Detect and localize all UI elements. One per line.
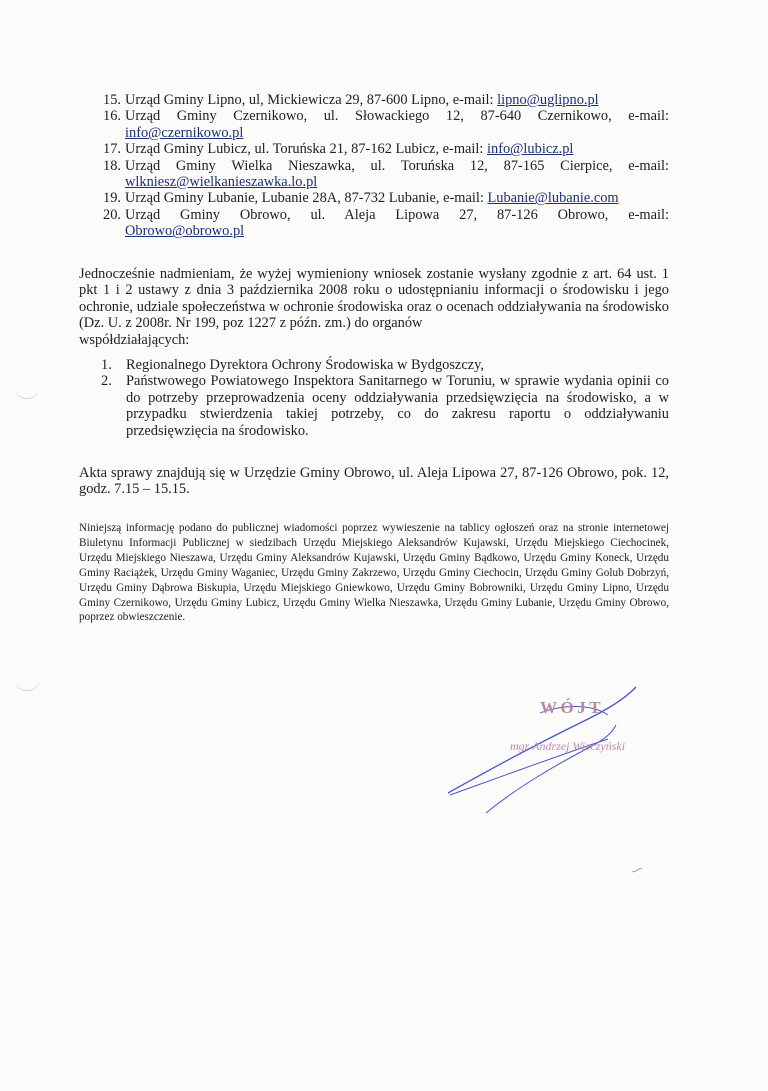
item-text: Regionalnego Dyrektora Ochrony Środowiska w Bydgoszczy,: [126, 357, 484, 373]
item-text: Urząd Gminy Lubanie, Lubanie 28A, 87-732 Lubanie, e-mail:: [125, 190, 488, 207]
item-number: 20.: [103, 206, 121, 223]
main-paragraph-body: Jednocześnie nadmieniam, że wyżej wymieniony wniosek zostanie wysłany zgodnie z art. 64 ust. 1 pkt 1 i 2 ustawy z dnia 3 października 2008 roku o udostępnianiu informacji o środowisku i jego ochronie, udziale społeczeństwa w ochronie środowiska oraz o ocenach oddziaływania na środowisko (Dz. U. z 2008r. Nr 199, poz 1227 z późn. zm.) do organów: [79, 266, 669, 332]
item-number: 15.: [103, 92, 121, 108]
punch-hole-mark: [14, 384, 40, 399]
item-number: 19.: [103, 190, 121, 207]
item-text: Urząd Gminy Lubicz, ul. Toruńska 21, 87-162 Lubicz, e-mail:: [125, 141, 487, 158]
agency-list: [103, 92, 669, 240]
list-item: [103, 190, 669, 206]
stamp-signer-name: mgr Andrzej Wieczyński: [510, 739, 626, 753]
list-item: [101, 373, 669, 439]
list-item: [101, 357, 669, 373]
email-link[interactable]: Lubanie@lubanie.com: [487, 190, 619, 207]
item-text: Urząd Gminy Wielka Nieszawka, ul. Toruńska 12, 87-165 Cierpice, e-mail:: [125, 157, 669, 174]
item-number: 1.: [101, 357, 112, 373]
item-text: Urząd Gminy Lipno, ul, Mickiewicza 29, 87-600 Lipno, e-mail:: [125, 92, 498, 108]
main-paragraph: [79, 266, 669, 348]
list-item: [103, 207, 669, 240]
email-link[interactable]: Obrowo@obrowo.pl: [125, 223, 245, 240]
email-link[interactable]: wlkniesz@wielkanieszawka.lo.pl: [125, 174, 318, 191]
organs-list: [101, 357, 669, 439]
item-number: 18.: [103, 157, 121, 174]
item-text: Urząd Gminy Obrowo, ul. Aleja Lipowa 27, 87-126 Obrowo, e-mail:: [125, 206, 669, 223]
item-text: Urząd Gminy Czernikowo, ul. Słowackiego 12, 87-640 Czernikowo, e-mail:: [125, 108, 669, 125]
ink-speck: [632, 868, 642, 874]
item-number: 2.: [101, 373, 112, 390]
email-link[interactable]: info@lubicz.pl: [487, 141, 574, 158]
email-link[interactable]: lipno@uglipno.pl: [497, 92, 599, 108]
stamp-title: WÓJT: [540, 698, 605, 717]
item-number: 17.: [103, 141, 121, 158]
main-paragraph-tail: współdziałających:: [79, 331, 190, 348]
item-number: 16.: [103, 108, 121, 125]
email-link[interactable]: info@czernikowo.pl: [125, 124, 244, 141]
public-notice: Niniejszą informację podano do publicznej wiadomości poprzez wywieszenie na tablicy ogłoszeń oraz na stronie internetowej Biuletynu Informacji Publicznej w siedzibach Urzędu Miejskiego Aleksandrów Kujawski, Urzędu Miejskiego Ciechocinek, Urzędu Miejskiego Nieszawa, Urzędu Gminy Aleksandrów Kujawski, Urzędu Gminy Bądkowo, Urzędu Gminy Koneck, Urzędu Gminy Raciążek, Urzędu Gminy Waganiec, Urzędu Gminy Zakrzewo, Urzędu Gminy Ciechocin, Urzędu Gminy Golub Dobrzyń, Urzędu Gminy Dąbrowa Biskupia, Urzędu Miejskiego Gniewkowo, Urzędu Gminy Bobrowniki, Urzędu Gminy Lipno, Urzędu Gminy Czernikowo, Urzędu Gminy Lubicz, Urzędu Gminy Wielka Nieszawka, Urzędu Gminy Lubanie, Urzędu Gminy Obrowo, poprzez obwieszczenie.: [79, 522, 669, 624]
punch-hole-mark: [14, 676, 40, 691]
item-text: Państwowego Powiatowego Inspektora Sanitarnego w Toruniu, w sprawie wydania opinii co do potrzeby przeprowadzenia oceny oddziaływania przedsięwzięcia na środowisko, a w przypadku stwierdzenia takiej potrzeby, co do zakresu raportu o oddziaływaniu przedsięwzięcia na środowisko.: [126, 373, 669, 439]
list-item: [103, 92, 669, 108]
list-item: [103, 141, 669, 157]
list-item: [103, 158, 669, 191]
case-files-paragraph: Akta sprawy znajdują się w Urzędzie Gminy Obrowo, ul. Aleja Lipowa 27, 87-126 Obrowo, pok. 12, godz. 7.15 – 15.15.: [79, 465, 669, 498]
list-item: [103, 108, 669, 141]
